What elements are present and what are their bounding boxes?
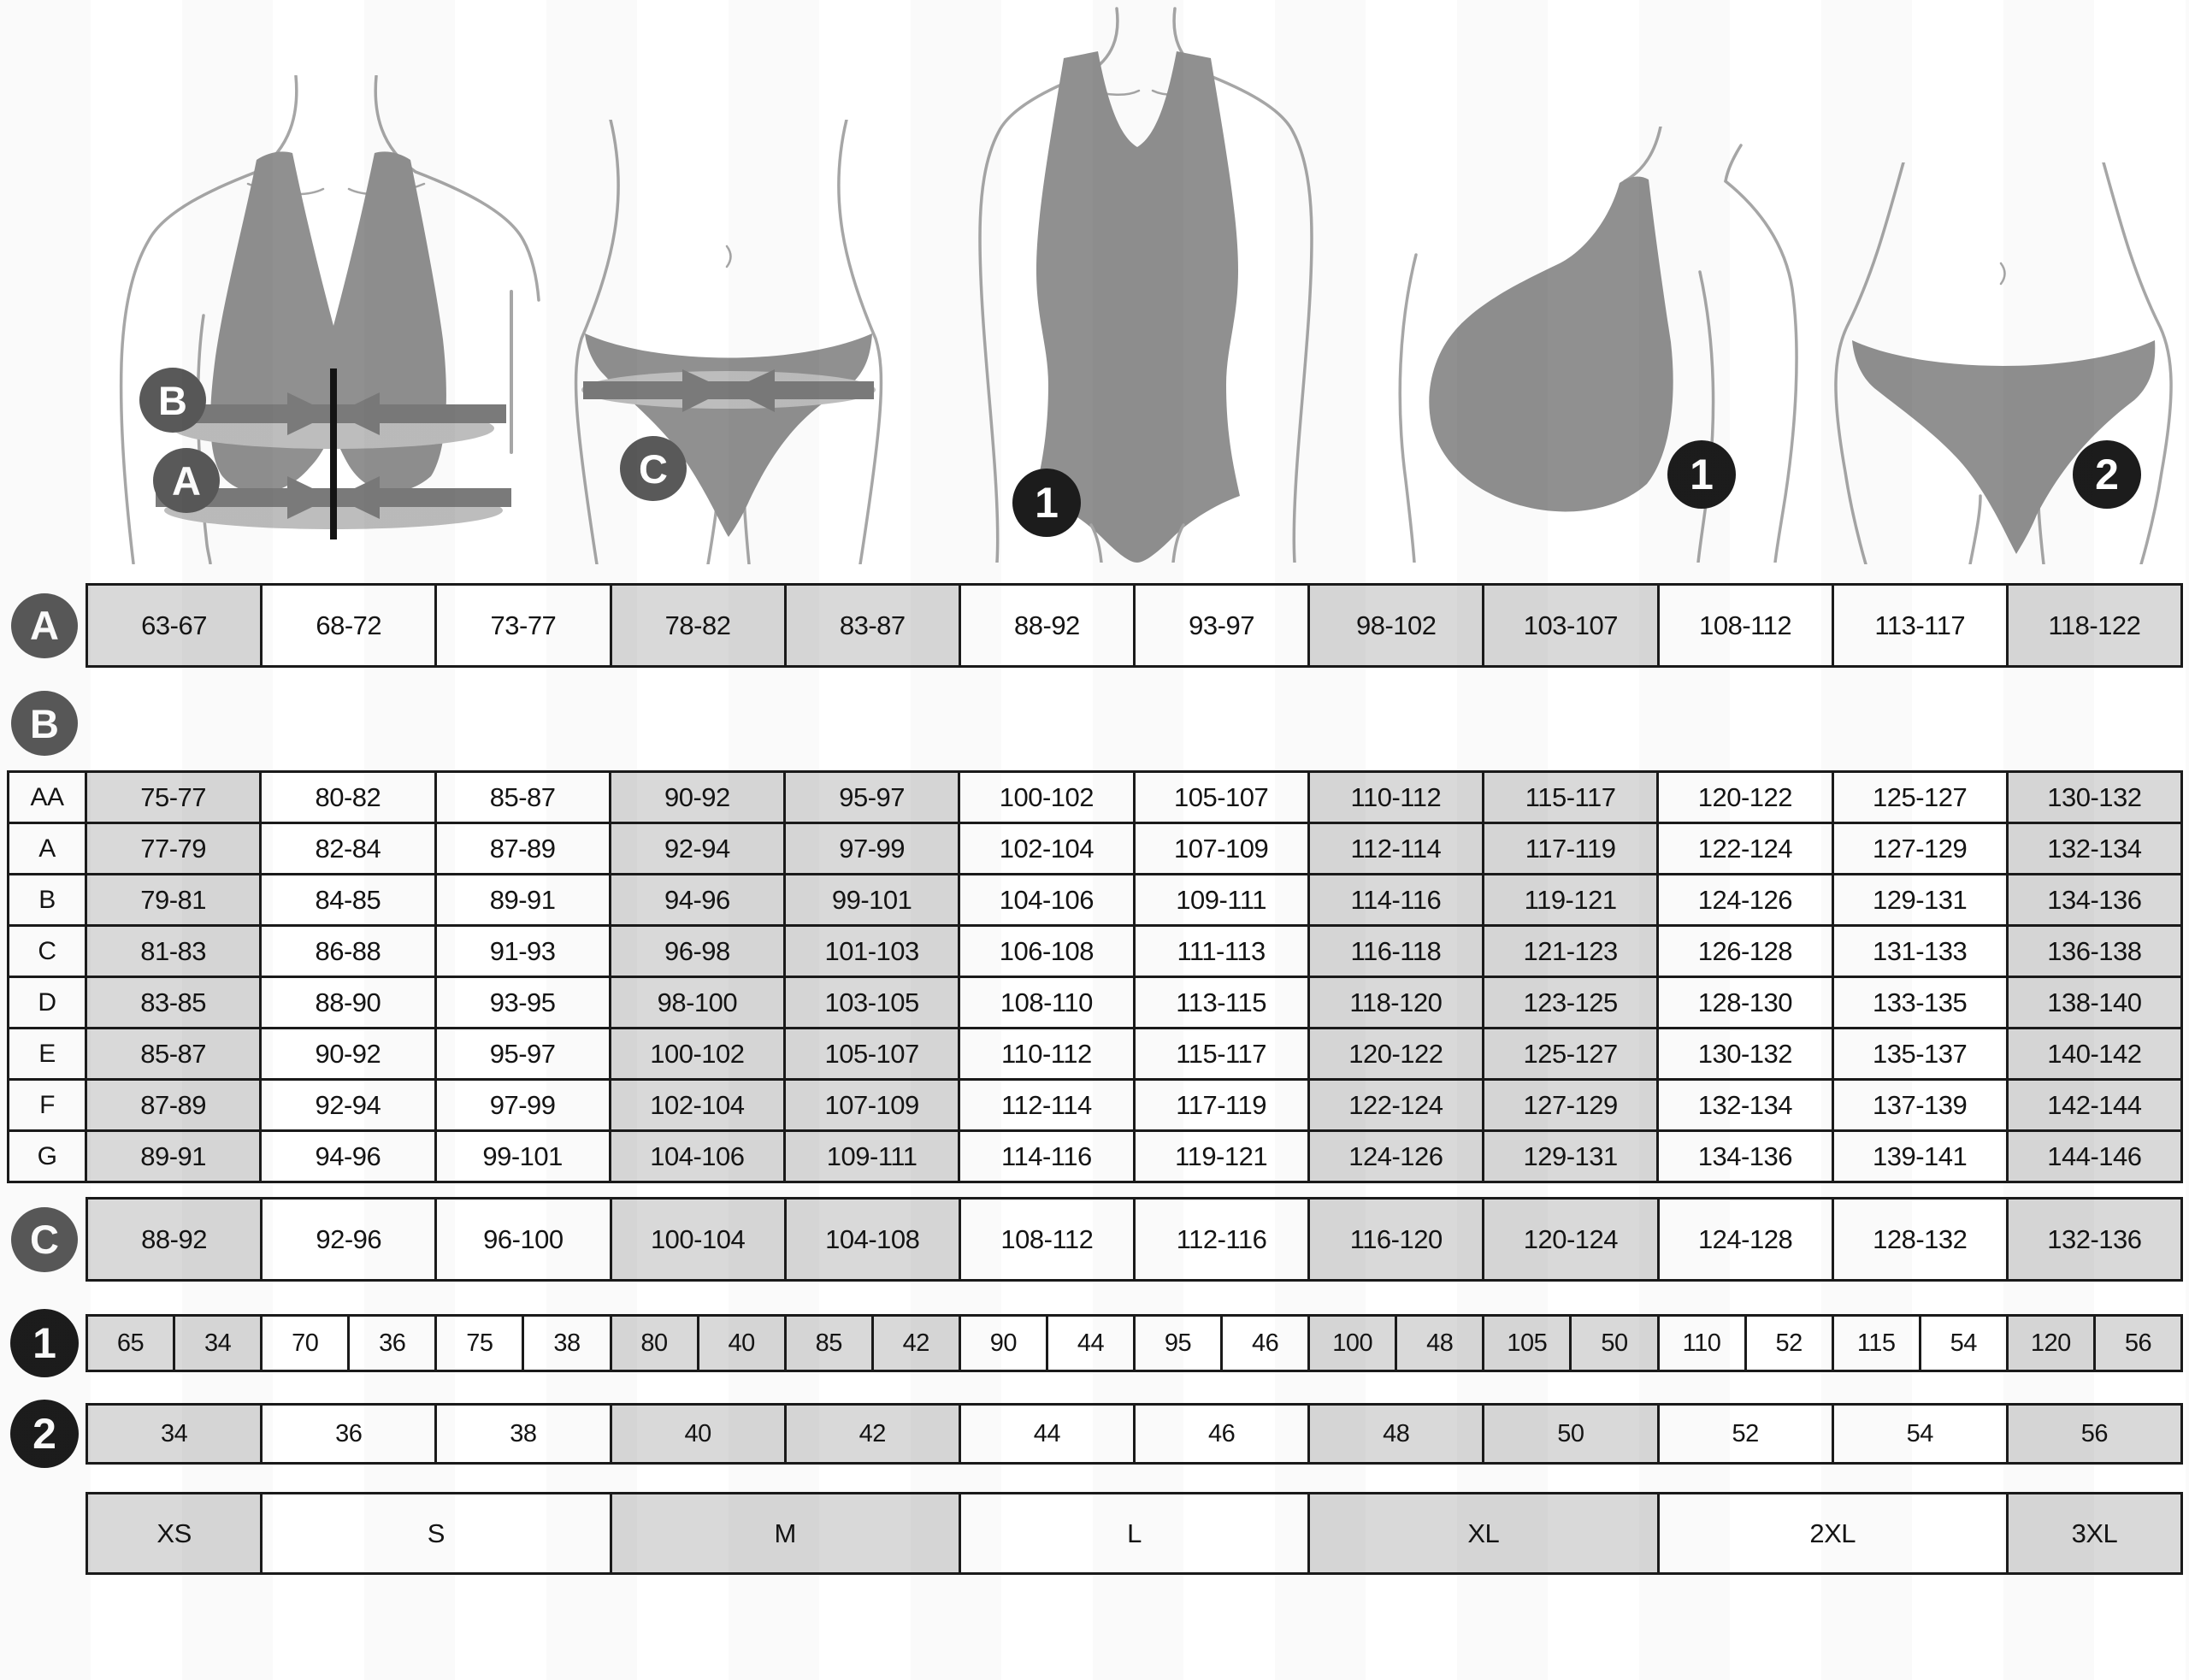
measurement-cell: 127-129 bbox=[1834, 824, 2006, 873]
cup-row-label: E bbox=[9, 1029, 85, 1078]
measurement-cell: 135-137 bbox=[1834, 1029, 2006, 1078]
measurement-cell: 112-116 bbox=[1136, 1200, 1307, 1279]
bra-one-badge bbox=[1667, 440, 1736, 509]
letter-size-cell: 2XL bbox=[1660, 1494, 2006, 1572]
measurement-cell: 129-131 bbox=[1484, 1132, 1656, 1181]
measurement-cell: 111-113 bbox=[1136, 927, 1307, 976]
measurement-cell: 77-79 bbox=[87, 824, 259, 873]
measurement-cell: 92-94 bbox=[611, 824, 783, 873]
size-cell: 115 bbox=[1834, 1317, 1919, 1370]
swimsuit-one-badge bbox=[1012, 469, 1081, 537]
measurement-cell: 134-136 bbox=[1659, 1132, 1831, 1181]
bra-measurement-figure bbox=[77, 75, 556, 564]
swimsuit-figure bbox=[923, 7, 1351, 563]
row-a-underbust bbox=[0, 583, 2189, 668]
measurement-cell: 84-85 bbox=[262, 875, 434, 924]
size-cell: 38 bbox=[437, 1406, 609, 1462]
measurement-cell: 95-97 bbox=[437, 1029, 609, 1078]
measurement-cell: 90-92 bbox=[262, 1029, 434, 1078]
letter-size-cell: L bbox=[961, 1494, 1307, 1572]
row-a-badge-label: A bbox=[30, 603, 59, 648]
cup-row-label: D bbox=[9, 978, 85, 1027]
measurement-cell: 85-87 bbox=[87, 1029, 259, 1078]
cup-row-label: F bbox=[9, 1081, 85, 1129]
measurement-cell: 142-144 bbox=[2009, 1081, 2180, 1129]
measurement-cell: 93-97 bbox=[1136, 586, 1307, 665]
measurement-cell: 120-122 bbox=[1310, 1029, 1482, 1078]
measurement-cell: 94-96 bbox=[611, 875, 783, 924]
cup-row-label: AA bbox=[9, 773, 85, 822]
size-cell: 36 bbox=[263, 1406, 434, 1462]
row-1-band-sizes bbox=[0, 1314, 2189, 1372]
measurement-cell: 97-99 bbox=[786, 824, 958, 873]
measurement-cell: 108-110 bbox=[960, 978, 1132, 1027]
measurement-cell: 112-114 bbox=[1310, 824, 1482, 873]
row-2-dress-sizes bbox=[0, 1403, 2189, 1465]
measurement-cell: 100-104 bbox=[612, 1200, 784, 1279]
measurement-cell: 133-135 bbox=[1834, 978, 2006, 1027]
measurement-cell: 94-96 bbox=[262, 1132, 434, 1181]
size-cell: 65 bbox=[88, 1317, 173, 1370]
measurement-cell: 106-108 bbox=[960, 927, 1132, 976]
row-c-badge bbox=[11, 1207, 78, 1272]
measurement-cell: 119-121 bbox=[1484, 875, 1656, 924]
measurement-cell: 124-126 bbox=[1659, 875, 1831, 924]
measurement-cell: 115-117 bbox=[1136, 1029, 1307, 1078]
underbust-b-badge-label: B bbox=[158, 377, 187, 423]
cup-row-label: G bbox=[9, 1132, 85, 1181]
size-cell: 54 bbox=[1921, 1317, 2006, 1370]
hip-c-badge bbox=[620, 436, 687, 501]
table-b-bust-cups bbox=[0, 770, 2189, 1183]
size-cell: 34 bbox=[175, 1317, 260, 1370]
measurement-cell: 122-124 bbox=[1310, 1081, 1482, 1129]
measurement-cell: 139-141 bbox=[1834, 1132, 2006, 1181]
measurement-cell: 89-91 bbox=[437, 875, 609, 924]
size-cell: 50 bbox=[1572, 1317, 1656, 1370]
measurement-cell: 124-128 bbox=[1660, 1200, 1832, 1279]
letter-size-cell: 3XL bbox=[2009, 1494, 2180, 1572]
measurement-cell: 88-92 bbox=[961, 586, 1133, 665]
size-cell: 42 bbox=[874, 1317, 959, 1370]
row-1-table bbox=[86, 1314, 2183, 1372]
size-cell: 52 bbox=[1660, 1406, 1832, 1462]
measurement-cell: 109-111 bbox=[786, 1132, 958, 1181]
measurement-cell: 101-103 bbox=[786, 927, 958, 976]
size-cell: 54 bbox=[1834, 1406, 2006, 1462]
measurement-cell: 92-94 bbox=[262, 1081, 434, 1129]
measurement-cell: 87-89 bbox=[87, 1081, 259, 1129]
measurement-cell: 89-91 bbox=[87, 1132, 259, 1181]
hip-c-badge-label: C bbox=[639, 445, 668, 492]
measurement-cell: 91-93 bbox=[437, 927, 609, 976]
measurement-cell: 134-136 bbox=[2009, 875, 2180, 924]
bust-a-badge bbox=[153, 448, 220, 513]
size-cell: 110 bbox=[1660, 1317, 1744, 1370]
measurement-cell: 132-134 bbox=[2009, 824, 2180, 873]
measurement-cell: 131-133 bbox=[1834, 927, 2006, 976]
measurement-cell: 116-118 bbox=[1310, 927, 1482, 976]
measurement-cell: 126-128 bbox=[1659, 927, 1831, 976]
measurement-cell: 108-112 bbox=[961, 1200, 1133, 1279]
panties-figure bbox=[1820, 162, 2187, 564]
row-a-badge bbox=[11, 593, 78, 658]
row-c-table bbox=[86, 1197, 2183, 1282]
measurement-cell: 120-124 bbox=[1484, 1200, 1656, 1279]
row-a-table bbox=[86, 583, 2183, 668]
measurement-cell: 98-100 bbox=[611, 978, 783, 1027]
size-cell: 40 bbox=[699, 1317, 784, 1370]
size-cell: 48 bbox=[1310, 1406, 1482, 1462]
row-2-badge-label: 2 bbox=[32, 1410, 56, 1458]
measurement-cell: 140-142 bbox=[2009, 1029, 2180, 1078]
size-cell: 44 bbox=[1048, 1317, 1133, 1370]
measurement-cell: 120-122 bbox=[1659, 773, 1831, 822]
measurement-cell: 104-106 bbox=[960, 875, 1132, 924]
measurement-cell: 109-111 bbox=[1136, 875, 1307, 924]
measurement-cell: 90-92 bbox=[611, 773, 783, 822]
panties-two-badge bbox=[2073, 440, 2141, 509]
row-1-badge bbox=[10, 1309, 79, 1377]
section-b-badge-label: B bbox=[30, 700, 59, 746]
bra-one-badge-label: 1 bbox=[1690, 451, 1714, 498]
measurement-cell: 122-124 bbox=[1659, 824, 1831, 873]
measurement-cell: 100-102 bbox=[960, 773, 1132, 822]
measurement-cell: 95-97 bbox=[786, 773, 958, 822]
measurement-cell: 117-119 bbox=[1136, 1081, 1307, 1129]
cup-row-label: A bbox=[9, 824, 85, 873]
measurement-cell: 79-81 bbox=[87, 875, 259, 924]
measurement-cell: 81-83 bbox=[87, 927, 259, 976]
hip-measurement-figure bbox=[558, 120, 900, 564]
measurement-cell: 86-88 bbox=[262, 927, 434, 976]
measurement-cell: 113-117 bbox=[1834, 586, 2006, 665]
size-cell: 50 bbox=[1484, 1406, 1656, 1462]
measurement-cell: 125-127 bbox=[1834, 773, 2006, 822]
panties-two-badge-label: 2 bbox=[2095, 451, 2119, 498]
size-cell: 36 bbox=[350, 1317, 434, 1370]
size-cell: 56 bbox=[2096, 1317, 2180, 1370]
measurement-cell: 104-108 bbox=[787, 1200, 959, 1279]
measurement-cell: 99-101 bbox=[786, 875, 958, 924]
cup-row-label: B bbox=[9, 875, 85, 924]
measurement-cell: 96-98 bbox=[611, 927, 783, 976]
row-2-badge bbox=[10, 1400, 79, 1468]
measurement-cell: 128-132 bbox=[1834, 1200, 2006, 1279]
measurement-cell: 105-107 bbox=[786, 1029, 958, 1078]
letter-size-table bbox=[86, 1492, 2183, 1575]
size-cell: 100 bbox=[1310, 1317, 1395, 1370]
size-cell: 40 bbox=[612, 1406, 784, 1462]
measurement-cell: 93-95 bbox=[437, 978, 609, 1027]
measurement-cell: 116-120 bbox=[1310, 1200, 1482, 1279]
measurement-cell: 97-99 bbox=[437, 1081, 609, 1129]
measurement-cell: 124-126 bbox=[1310, 1132, 1482, 1181]
size-cell: 44 bbox=[961, 1406, 1133, 1462]
measurement-cell: 128-130 bbox=[1659, 978, 1831, 1027]
measurement-cell: 130-132 bbox=[2009, 773, 2180, 822]
measurement-cell: 118-122 bbox=[2009, 586, 2180, 665]
measurement-cell: 88-90 bbox=[262, 978, 434, 1027]
size-cell: 90 bbox=[961, 1317, 1046, 1370]
size-cell: 48 bbox=[1397, 1317, 1482, 1370]
measurement-cell: 92-96 bbox=[263, 1200, 434, 1279]
measurement-cell: 110-112 bbox=[1310, 773, 1482, 822]
row-c-hips bbox=[0, 1197, 2189, 1282]
letter-size-cell: XS bbox=[88, 1494, 260, 1572]
measurement-cell: 75-77 bbox=[87, 773, 259, 822]
measurement-cell: 114-116 bbox=[1310, 875, 1482, 924]
measurement-cell: 138-140 bbox=[2009, 978, 2180, 1027]
row-c-badge-label: C bbox=[30, 1217, 59, 1262]
measurement-cell: 108-112 bbox=[1660, 586, 1832, 665]
size-cell: 70 bbox=[263, 1317, 347, 1370]
letter-size-cell: XL bbox=[1310, 1494, 1656, 1572]
swimsuit-one-badge-label: 1 bbox=[1035, 479, 1059, 527]
measurement-cell: 85-87 bbox=[437, 773, 609, 822]
bust-cup-table bbox=[7, 770, 2183, 1183]
bra-figure bbox=[1360, 127, 1838, 563]
measurement-cell: 80-82 bbox=[262, 773, 434, 822]
size-cell: 42 bbox=[787, 1406, 959, 1462]
measurement-cell: 63-67 bbox=[88, 586, 260, 665]
measurement-cell: 82-84 bbox=[262, 824, 434, 873]
measurement-cell: 115-117 bbox=[1484, 773, 1656, 822]
measurement-cell: 110-112 bbox=[960, 1029, 1132, 1078]
cup-row-label: C bbox=[9, 927, 85, 976]
measurement-cell: 114-116 bbox=[960, 1132, 1132, 1181]
measurement-cell: 68-72 bbox=[263, 586, 434, 665]
size-cell: 80 bbox=[612, 1317, 697, 1370]
measurement-cell: 78-82 bbox=[612, 586, 784, 665]
measurement-cell: 130-132 bbox=[1659, 1029, 1831, 1078]
size-cell: 46 bbox=[1136, 1406, 1307, 1462]
size-cell: 38 bbox=[524, 1317, 609, 1370]
measurement-cell: 118-120 bbox=[1310, 978, 1482, 1027]
measurement-cell: 136-138 bbox=[2009, 927, 2180, 976]
size-cell: 52 bbox=[1747, 1317, 1832, 1370]
measurement-cell: 102-104 bbox=[960, 824, 1132, 873]
measurement-cell: 112-114 bbox=[960, 1081, 1132, 1129]
measurement-cell: 107-109 bbox=[1136, 824, 1307, 873]
measurement-cell: 132-134 bbox=[1659, 1081, 1831, 1129]
size-cell: 85 bbox=[787, 1317, 871, 1370]
size-cell: 34 bbox=[88, 1406, 260, 1462]
letter-size-cell: S bbox=[263, 1494, 609, 1572]
measurement-cell: 87-89 bbox=[437, 824, 609, 873]
measurement-cell: 127-129 bbox=[1484, 1081, 1656, 1129]
measurement-cell: 99-101 bbox=[437, 1132, 609, 1181]
measurement-cell: 107-109 bbox=[786, 1081, 958, 1129]
bust-a-badge-label: A bbox=[172, 457, 201, 504]
size-cell: 75 bbox=[437, 1317, 522, 1370]
measurement-cell: 103-105 bbox=[786, 978, 958, 1027]
measurement-cell: 129-131 bbox=[1834, 875, 2006, 924]
measurement-cell: 88-92 bbox=[88, 1200, 260, 1279]
measurement-figures bbox=[0, 0, 2189, 564]
section-b-badge bbox=[11, 691, 78, 756]
measurement-cell: 137-139 bbox=[1834, 1081, 2006, 1129]
letter-size-cell: M bbox=[612, 1494, 959, 1572]
size-cell: 105 bbox=[1484, 1317, 1569, 1370]
measurement-cell: 100-102 bbox=[611, 1029, 783, 1078]
measurement-cell: 98-102 bbox=[1310, 586, 1482, 665]
size-cell: 46 bbox=[1223, 1317, 1307, 1370]
measurement-cell: 113-115 bbox=[1136, 978, 1307, 1027]
measurement-cell: 73-77 bbox=[437, 586, 609, 665]
measurement-cell: 125-127 bbox=[1484, 1029, 1656, 1078]
measurement-cell: 132-136 bbox=[2009, 1200, 2180, 1279]
size-cell: 95 bbox=[1136, 1317, 1220, 1370]
measurement-cell: 83-87 bbox=[787, 586, 959, 665]
size-cell: 56 bbox=[2009, 1406, 2180, 1462]
measurement-cell: 83-85 bbox=[87, 978, 259, 1027]
measurement-cell: 121-123 bbox=[1484, 927, 1656, 976]
measurement-cell: 119-121 bbox=[1136, 1132, 1307, 1181]
measurement-cell: 102-104 bbox=[611, 1081, 783, 1129]
size-cell: 120 bbox=[2009, 1317, 2093, 1370]
underbust-b-badge bbox=[139, 368, 206, 433]
row-2-table bbox=[86, 1403, 2183, 1465]
measurement-cell: 103-107 bbox=[1484, 586, 1656, 665]
measurement-cell: 105-107 bbox=[1136, 773, 1307, 822]
measurement-cell: 117-119 bbox=[1484, 824, 1656, 873]
row-1-badge-label: 1 bbox=[32, 1319, 56, 1367]
measurement-cell: 123-125 bbox=[1484, 978, 1656, 1027]
letter-size-row bbox=[0, 1492, 2189, 1575]
measurement-cell: 104-106 bbox=[611, 1132, 783, 1181]
measurement-cell: 96-100 bbox=[437, 1200, 609, 1279]
measurement-cell: 144-146 bbox=[2009, 1132, 2180, 1181]
